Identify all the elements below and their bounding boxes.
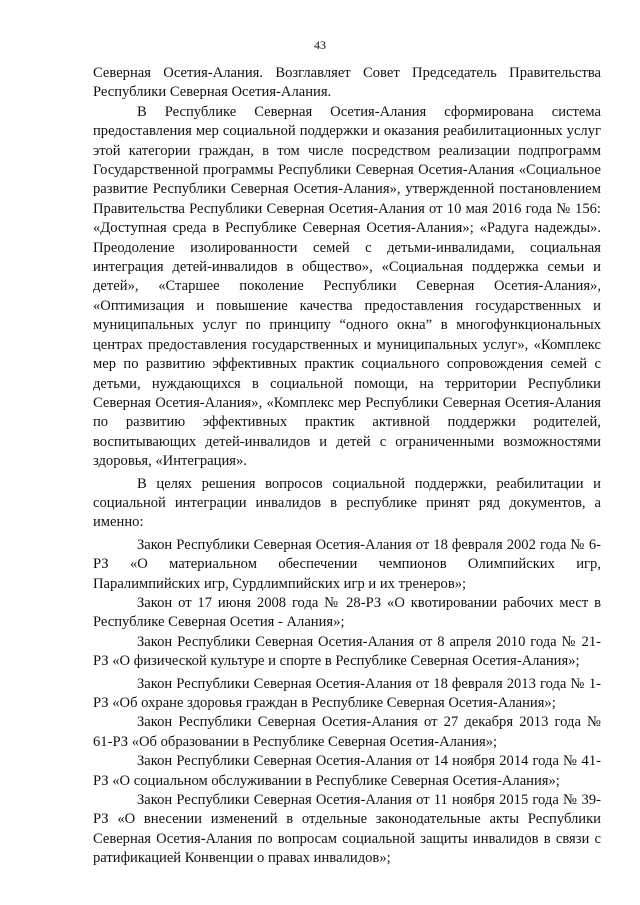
list-item-law-2013-education: Закон Республики Северная Осетия-Алания от 27 декабря 2013 года № 61-РЗ «Об образовании в Республике Северная Осетия-Алания»; [93, 714, 601, 750]
page-number: 43 [314, 38, 326, 52]
list-item-law-2010: Закон Республики Северная Осетия-Алания от 8 апреля 2010 года № 21-РЗ «О физической культуре и спорте в Республике Северная Осетия-Алания»; [93, 633, 601, 670]
paragraph-documents-intro: В целях решения вопросов социальной поддержки, реабилитации и социальной интеграции инвалидов в республике принят ряд документов, а именно: [93, 475, 601, 531]
document-body [93, 64, 601, 869]
list-item-law-2015: Закон Республики Северная Осетия-Алания от 11 ноября 2015 года № 39-РЗ «О внесении изменений в отдельные законодательные акты Республики Северная Осетия-Алания по вопросам социальной защиты инвалидов в связи с ратификацией Конвенции о правах инвалидов»; [93, 792, 601, 867]
list-item-law-2002: Закон Республики Северная Осетия-Алания от 18 февраля 2002 года № 6-РЗ «О материальном обеспечении чемпионов Олимпийских игр, Паралимпийских игр, Сурдлимпийских игр и их тренеров»; [93, 536, 601, 592]
paragraph-continuation: Северная Осетия-Алания. Возглавляет Совет Председатель Правительства Республики Северная Осетия-Алания. [93, 65, 601, 101]
list-item-law-2014: Закон Республики Северная Осетия-Алания от 14 ноября 2014 года № 41-РЗ «О социальном обслуживании в Республике Северная Осетия-Алания»; [93, 753, 601, 789]
paragraph-support-system: В Республике Северная Осетия-Алания сформирована система предоставления мер социальной поддержки и оказания реабилитационных услуг этой категории граждан, в том числе посредством реализации подпрограмм Государственной программы Республики Северная Осетия-Алания «Социальное развитие Республики Северная Осетия-Алания», утвержденной постановлением Правительства Республики Северная Осетия-Алания от 10 мая 2016 года № 156: «Доступная среда в Республике Северная Осетия-Алания»; «Радуга надежды». Преодоление изолированности семей с детьми-инвалидами, социальная интеграция детей-инвалидов в общество», «Социальная поддержка семьи и детей», «Старшее поколение Республики Северная Осетия-Алания», «Оптимизация и повышение качества предоставления государственных и муниципальных услуг по принципу “одного окна” в многофункциональных центрах предоставления государственных и муниципальных услуг», «Комплекс мер по развитию эффективных практик социального сопровождения семей с детьми, нуждающихся в социальной помощи, на территории Республики Северная Осетия-Алания», «Комплекс мер Республики Северная Осетия-Алания по развитию эффективных практик активной поддержки родителей, воспитывающих детей-инвалидов и детей с ограниченными возможностями здоровья, «Интеграция». [93, 103, 601, 470]
list-item-law-2008: Закон от 17 июня 2008 года № 28-РЗ «О квотировании рабочих мест в Республике Северная Осетия - Алания»; [93, 594, 601, 631]
list-item-law-2013-health: Закон Республики Северная Осетия-Алания от 18 февраля 2013 года № 1-РЗ «Об охране здоровья граждан в Республике Северная Осетия-Алания»; [93, 675, 601, 711]
